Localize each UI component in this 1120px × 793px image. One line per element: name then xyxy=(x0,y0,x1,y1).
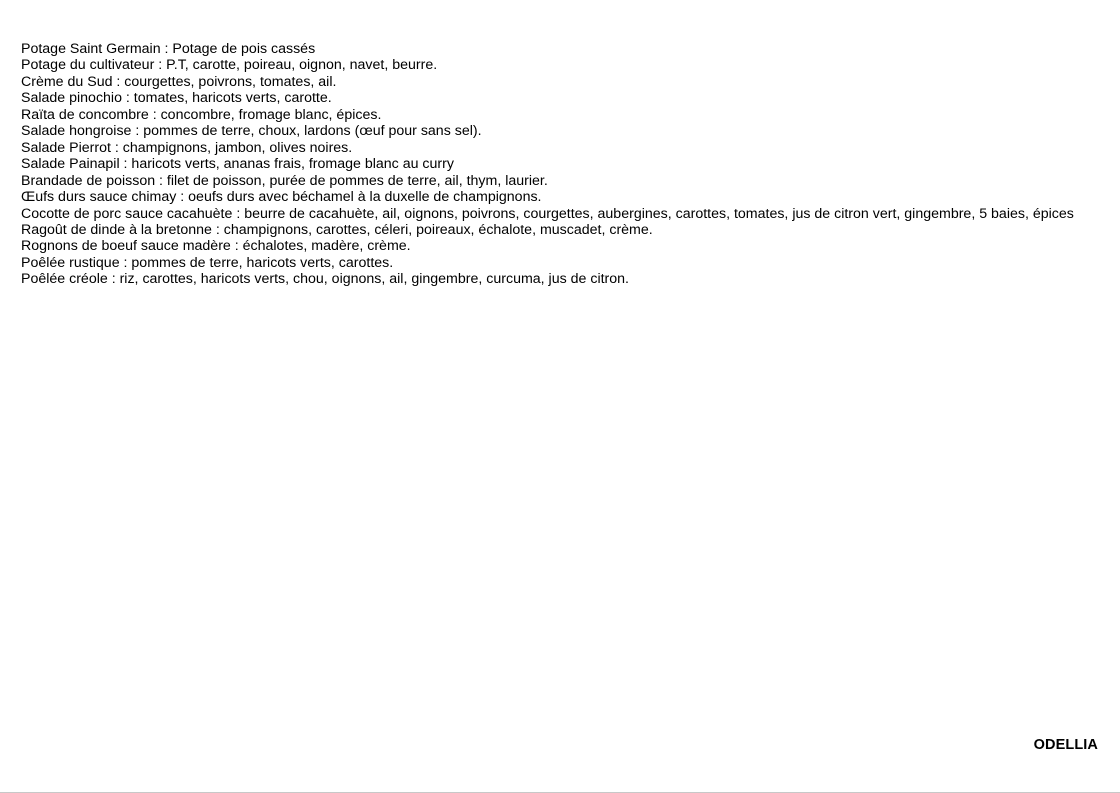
recipe-line: Salade hongroise : pommes de terre, choux, lardons (œuf pour sans sel). xyxy=(21,123,482,140)
recipe-line: Brandade de poisson : filet de poisson, purée de pommes de terre, ail, thym, laurier. xyxy=(21,172,548,189)
recipe-line: Rognons de boeuf sauce madère : échalotes, madère, crème. xyxy=(21,238,411,255)
recipe-line: Salade Pierrot : champignons, jambon, olives noires. xyxy=(21,139,353,156)
recipe-line: Salade pinochio : tomates, haricots verts, carotte. xyxy=(21,90,332,107)
recipe-line: Salade Painapil : haricots verts, ananas frais, fromage blanc au curry xyxy=(21,156,454,173)
recipe-list xyxy=(21,41,1099,288)
recipe-line: Cocotte de porc sauce cacahuète : beurre de cacahuète, ail, oignons, poivrons, courgettes, aubergines, carottes, tomates, jus de citron vert, gingembre, 5 baies, épices xyxy=(21,205,1074,222)
recipe-line: Potage Saint Germain : Potage de pois cassés xyxy=(21,41,316,57)
recipe-line: Ragoût de dinde à la bretonne : champignons, carottes, céleri, poireaux, échalote, muscadet, crème. xyxy=(21,221,653,238)
brand-name: ODELLIA xyxy=(1033,737,1098,753)
recipe-line: Œufs durs sauce chimay : oeufs durs avec béchamel à la duxelle de champignons. xyxy=(21,189,542,206)
recipe-line: Crème du Sud : courgettes, poivrons, tomates, ail. xyxy=(21,73,337,90)
recipe-line: Poêlée créole : riz, carottes, haricots verts, chou, oignons, ail, gingembre, curcuma, jus de citron. xyxy=(21,271,629,288)
recipe-line: Raïta de concombre : concombre, fromage blanc, épices. xyxy=(21,106,382,123)
recipe-line: Poêlée rustique : pommes de terre, haricots verts, carottes. xyxy=(21,254,394,271)
recipe-line: Potage du cultivateur : P.T, carotte, poireau, oignon, navet, beurre. xyxy=(21,57,438,74)
